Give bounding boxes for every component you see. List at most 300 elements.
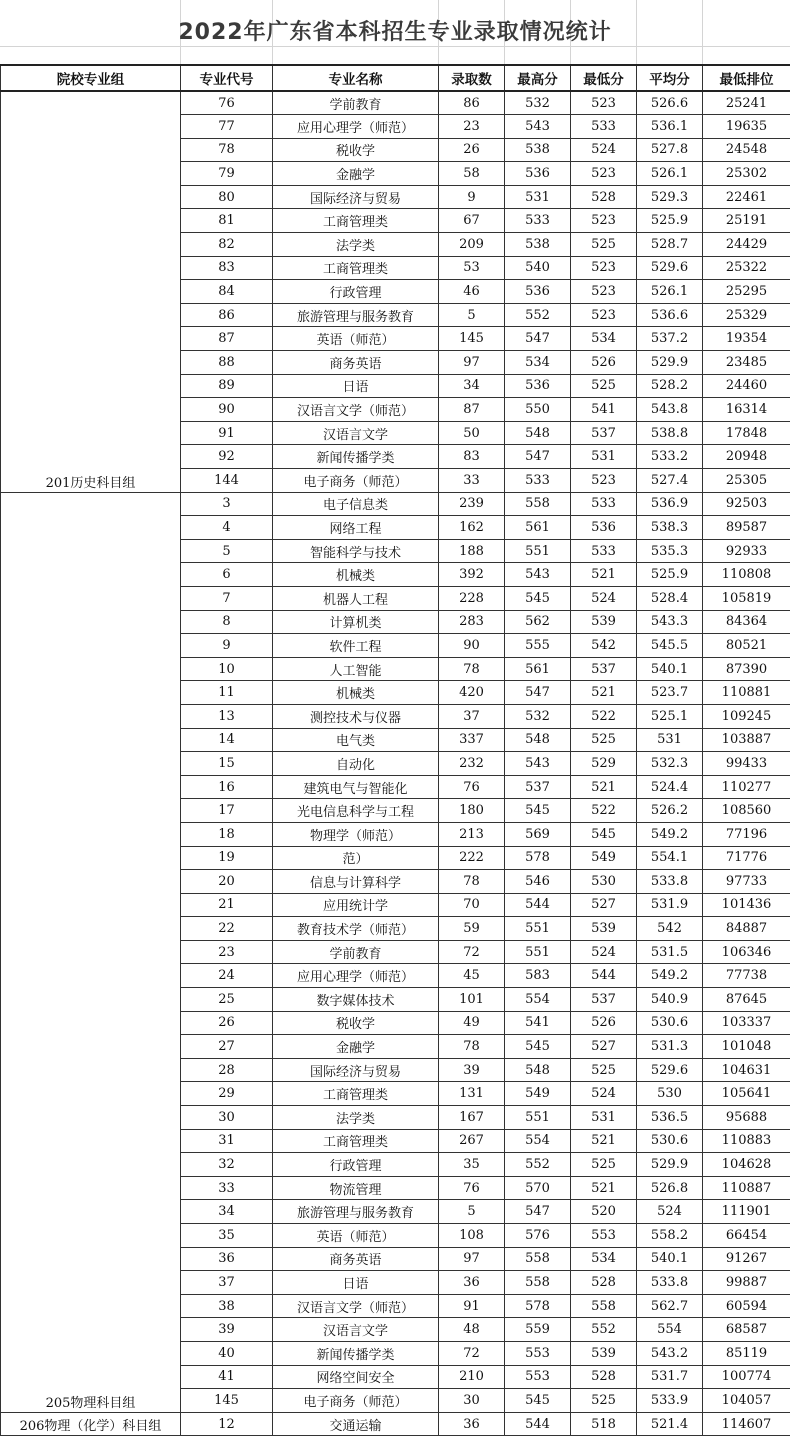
column-header-admitted: 录取数 — [439, 65, 505, 91]
max-score-cell: 534 — [505, 351, 571, 375]
major-code-cell: 145 — [181, 1389, 273, 1413]
major-name-cell: 旅游管理与服务教育 — [273, 1200, 439, 1224]
max-score-cell: 553 — [505, 1365, 571, 1389]
major-code-cell: 11 — [181, 681, 273, 705]
major-code-cell: 36 — [181, 1247, 273, 1271]
avg-score-cell: 543.2 — [637, 1341, 703, 1365]
major-name-cell: 工商管理类 — [273, 256, 439, 280]
min-rank-cell: 92503 — [703, 492, 790, 516]
major-code-cell: 27 — [181, 1035, 273, 1059]
admitted-count-cell: 58 — [439, 162, 505, 186]
major-name-cell: 应用心理学（师范） — [273, 964, 439, 988]
admitted-count-cell: 108 — [439, 1224, 505, 1248]
admitted-count-cell: 86 — [439, 91, 505, 115]
avg-score-cell: 529.3 — [637, 185, 703, 209]
min-rank-cell: 97733 — [703, 870, 790, 894]
admitted-count-cell: 5 — [439, 1200, 505, 1224]
min-rank-cell: 84887 — [703, 917, 790, 941]
major-name-cell: 新闻传播学类 — [273, 1341, 439, 1365]
admitted-count-cell: 49 — [439, 1011, 505, 1035]
max-score-cell: 544 — [505, 893, 571, 917]
avg-score-cell: 521.4 — [637, 1412, 703, 1436]
max-score-cell: 540 — [505, 256, 571, 280]
max-score-cell: 543 — [505, 563, 571, 587]
max-score-cell: 538 — [505, 138, 571, 162]
min-rank-cell: 25191 — [703, 209, 790, 233]
max-score-cell: 578 — [505, 1294, 571, 1318]
avg-score-cell: 536.6 — [637, 303, 703, 327]
avg-score-cell: 530.6 — [637, 1011, 703, 1035]
admitted-count-cell: 267 — [439, 1129, 505, 1153]
min-rank-cell: 19635 — [703, 115, 790, 139]
major-code-cell: 39 — [181, 1318, 273, 1342]
admitted-count-cell: 209 — [439, 233, 505, 257]
min-score-cell: 524 — [571, 940, 637, 964]
min-rank-cell: 16314 — [703, 398, 790, 422]
max-score-cell: 570 — [505, 1176, 571, 1200]
admitted-count-cell: 78 — [439, 1035, 505, 1059]
admitted-count-cell: 97 — [439, 1247, 505, 1271]
admitted-count-cell: 97 — [439, 351, 505, 375]
min-score-cell: 541 — [571, 398, 637, 422]
min-score-cell: 527 — [571, 893, 637, 917]
max-score-cell: 578 — [505, 846, 571, 870]
avg-score-cell: 530 — [637, 1082, 703, 1106]
admitted-count-cell: 180 — [439, 799, 505, 823]
max-score-cell: 536 — [505, 280, 571, 304]
major-name-cell: 税收学 — [273, 1011, 439, 1035]
min-score-cell: 531 — [571, 1106, 637, 1130]
major-code-cell: 9 — [181, 634, 273, 658]
major-code-cell: 35 — [181, 1224, 273, 1248]
admitted-count-cell: 36 — [439, 1271, 505, 1295]
max-score-cell: 552 — [505, 303, 571, 327]
min-score-cell: 537 — [571, 988, 637, 1012]
min-score-cell: 521 — [571, 1176, 637, 1200]
major-code-cell: 84 — [181, 280, 273, 304]
min-rank-cell: 19354 — [703, 327, 790, 351]
admitted-count-cell: 76 — [439, 1176, 505, 1200]
min-score-cell: 545 — [571, 822, 637, 846]
min-rank-cell: 104057 — [703, 1389, 790, 1413]
avg-score-cell: 533.9 — [637, 1389, 703, 1413]
admitted-count-cell: 78 — [439, 870, 505, 894]
major-name-cell: 电子信息类 — [273, 492, 439, 516]
min-score-cell: 526 — [571, 1011, 637, 1035]
admitted-count-cell: 222 — [439, 846, 505, 870]
min-score-cell: 528 — [571, 1271, 637, 1295]
min-rank-cell: 84364 — [703, 610, 790, 634]
admitted-count-cell: 90 — [439, 634, 505, 658]
min-score-cell: 531 — [571, 445, 637, 469]
min-score-cell: 522 — [571, 799, 637, 823]
admitted-count-cell: 53 — [439, 256, 505, 280]
min-score-cell: 533 — [571, 492, 637, 516]
max-score-cell: 559 — [505, 1318, 571, 1342]
avg-score-cell: 536.1 — [637, 115, 703, 139]
min-score-cell: 539 — [571, 917, 637, 941]
max-score-cell: 548 — [505, 421, 571, 445]
max-score-cell: 569 — [505, 822, 571, 846]
avg-score-cell: 526.1 — [637, 162, 703, 186]
min-score-cell: 520 — [571, 1200, 637, 1224]
column-header-avg-score: 平均分 — [637, 65, 703, 91]
major-code-cell: 13 — [181, 704, 273, 728]
max-score-cell: 533 — [505, 469, 571, 493]
min-score-cell: 533 — [571, 539, 637, 563]
min-rank-cell: 22461 — [703, 185, 790, 209]
min-score-cell: 522 — [571, 704, 637, 728]
avg-score-cell: 540.1 — [637, 1247, 703, 1271]
major-name-cell: 商务英语 — [273, 1247, 439, 1271]
avg-score-cell: 538.8 — [637, 421, 703, 445]
major-name-cell: 机械类 — [273, 563, 439, 587]
min-score-cell: 523 — [571, 256, 637, 280]
max-score-cell: 547 — [505, 445, 571, 469]
admitted-count-cell: 30 — [439, 1389, 505, 1413]
major-code-cell: 34 — [181, 1200, 273, 1224]
max-score-cell: 536 — [505, 162, 571, 186]
major-code-cell: 87 — [181, 327, 273, 351]
min-score-cell: 552 — [571, 1318, 637, 1342]
min-score-cell: 537 — [571, 657, 637, 681]
major-code-cell: 37 — [181, 1271, 273, 1295]
admitted-count-cell: 26 — [439, 138, 505, 162]
major-name-cell: 光电信息科学与工程 — [273, 799, 439, 823]
major-name-cell: 物理学（师范） — [273, 822, 439, 846]
major-name-cell: 金融学 — [273, 162, 439, 186]
admitted-count-cell: 46 — [439, 280, 505, 304]
min-score-cell: 542 — [571, 634, 637, 658]
min-score-cell: 528 — [571, 1365, 637, 1389]
min-score-cell: 537 — [571, 421, 637, 445]
avg-score-cell: 523.7 — [637, 681, 703, 705]
admitted-count-cell: 337 — [439, 728, 505, 752]
major-name-cell: 自动化 — [273, 752, 439, 776]
avg-score-cell: 533.8 — [637, 1271, 703, 1295]
min-rank-cell: 99433 — [703, 752, 790, 776]
major-code-cell: 92 — [181, 445, 273, 469]
max-score-cell: 536 — [505, 374, 571, 398]
major-code-cell: 33 — [181, 1176, 273, 1200]
max-score-cell: 548 — [505, 1058, 571, 1082]
avg-score-cell: 536.9 — [637, 492, 703, 516]
major-name-cell: 国际经济与贸易 — [273, 185, 439, 209]
min-rank-cell: 103337 — [703, 1011, 790, 1035]
avg-score-cell: 529.6 — [637, 1058, 703, 1082]
min-score-cell: 539 — [571, 1341, 637, 1365]
max-score-cell: 545 — [505, 1389, 571, 1413]
min-rank-cell: 101048 — [703, 1035, 790, 1059]
min-rank-cell: 66454 — [703, 1224, 790, 1248]
major-code-cell: 15 — [181, 752, 273, 776]
min-score-cell: 521 — [571, 775, 637, 799]
admitted-count-cell: 72 — [439, 940, 505, 964]
major-code-cell: 10 — [181, 657, 273, 681]
max-score-cell: 549 — [505, 1082, 571, 1106]
min-rank-cell: 92933 — [703, 539, 790, 563]
major-name-cell: 日语 — [273, 1271, 439, 1295]
column-header-major: 专业名称 — [273, 65, 439, 91]
major-code-cell: 21 — [181, 893, 273, 917]
min-rank-cell: 110277 — [703, 775, 790, 799]
admitted-count-cell: 145 — [439, 327, 505, 351]
min-rank-cell: 68587 — [703, 1318, 790, 1342]
max-score-cell: 558 — [505, 1247, 571, 1271]
min-rank-cell: 23485 — [703, 351, 790, 375]
avg-score-cell: 530.6 — [637, 1129, 703, 1153]
min-rank-cell: 104628 — [703, 1153, 790, 1177]
min-score-cell: 523 — [571, 469, 637, 493]
major-code-cell: 5 — [181, 539, 273, 563]
major-code-cell: 7 — [181, 586, 273, 610]
min-score-cell: 525 — [571, 1389, 637, 1413]
avg-score-cell: 545.5 — [637, 634, 703, 658]
avg-score-cell: 542 — [637, 917, 703, 941]
table-row — [1, 91, 790, 115]
min-score-cell: 518 — [571, 1412, 637, 1436]
min-score-cell: 523 — [571, 91, 637, 115]
min-rank-cell: 17848 — [703, 421, 790, 445]
min-rank-cell: 108560 — [703, 799, 790, 823]
avg-score-cell: 525.9 — [637, 563, 703, 587]
min-score-cell: 521 — [571, 681, 637, 705]
major-name-cell: 人工智能 — [273, 657, 439, 681]
major-code-cell: 14 — [181, 728, 273, 752]
min-rank-cell: 110887 — [703, 1176, 790, 1200]
major-code-cell: 88 — [181, 351, 273, 375]
major-code-cell: 31 — [181, 1129, 273, 1153]
max-score-cell: 532 — [505, 91, 571, 115]
major-name-cell: 行政管理 — [273, 280, 439, 304]
major-name-cell: 税收学 — [273, 138, 439, 162]
admitted-count-cell: 210 — [439, 1365, 505, 1389]
min-rank-cell: 106346 — [703, 940, 790, 964]
major-name-cell: 网络工程 — [273, 516, 439, 540]
avg-score-cell: 558.2 — [637, 1224, 703, 1248]
min-rank-cell: 105819 — [703, 586, 790, 610]
min-rank-cell: 95688 — [703, 1106, 790, 1130]
min-rank-cell: 110883 — [703, 1129, 790, 1153]
min-score-cell: 521 — [571, 1129, 637, 1153]
major-name-cell: 电子商务（师范） — [273, 469, 439, 493]
major-code-cell: 81 — [181, 209, 273, 233]
min-score-cell: 544 — [571, 964, 637, 988]
avg-score-cell: 533.8 — [637, 870, 703, 894]
avg-score-cell: 549.2 — [637, 822, 703, 846]
admitted-count-cell: 167 — [439, 1106, 505, 1130]
avg-score-cell: 527.8 — [637, 138, 703, 162]
avg-score-cell: 529.9 — [637, 1153, 703, 1177]
major-code-cell: 41 — [181, 1365, 273, 1389]
avg-score-cell: 531.9 — [637, 893, 703, 917]
max-score-cell: 583 — [505, 964, 571, 988]
major-name-cell: 测控技术与仪器 — [273, 704, 439, 728]
major-code-cell: 80 — [181, 185, 273, 209]
min-score-cell: 549 — [571, 846, 637, 870]
major-code-cell: 86 — [181, 303, 273, 327]
major-name-cell: 机械类 — [273, 681, 439, 705]
admitted-count-cell: 39 — [439, 1058, 505, 1082]
min-score-cell: 525 — [571, 1153, 637, 1177]
major-code-cell: 32 — [181, 1153, 273, 1177]
avg-score-cell: 524 — [637, 1200, 703, 1224]
avg-score-cell: 529.9 — [637, 351, 703, 375]
major-name-cell: 应用统计学 — [273, 893, 439, 917]
major-code-cell: 12 — [181, 1412, 273, 1436]
min-score-cell: 553 — [571, 1224, 637, 1248]
max-score-cell: 576 — [505, 1224, 571, 1248]
major-name-cell: 日语 — [273, 374, 439, 398]
admitted-count-cell: 78 — [439, 657, 505, 681]
min-score-cell: 523 — [571, 280, 637, 304]
admitted-count-cell: 5 — [439, 303, 505, 327]
group-cell: 205物理科目组 — [1, 492, 181, 1412]
column-header-min-rank: 最低排位 — [703, 65, 790, 91]
avg-score-cell: 532.3 — [637, 752, 703, 776]
max-score-cell: 561 — [505, 657, 571, 681]
admitted-count-cell: 48 — [439, 1318, 505, 1342]
min-score-cell: 524 — [571, 586, 637, 610]
min-rank-cell: 25305 — [703, 469, 790, 493]
major-code-cell: 6 — [181, 563, 273, 587]
min-score-cell: 534 — [571, 1247, 637, 1271]
min-rank-cell: 80521 — [703, 634, 790, 658]
admitted-count-cell: 91 — [439, 1294, 505, 1318]
major-name-cell: 汉语言文学（师范） — [273, 398, 439, 422]
min-rank-cell: 24429 — [703, 233, 790, 257]
avg-score-cell: 526.2 — [637, 799, 703, 823]
major-name-cell: 汉语言文学 — [273, 1318, 439, 1342]
avg-score-cell: 528.4 — [637, 586, 703, 610]
min-score-cell: 527 — [571, 1035, 637, 1059]
admitted-count-cell: 213 — [439, 822, 505, 846]
admitted-count-cell: 283 — [439, 610, 505, 634]
major-name-cell: 行政管理 — [273, 1153, 439, 1177]
max-score-cell: 547 — [505, 1200, 571, 1224]
min-rank-cell: 101436 — [703, 893, 790, 917]
admitted-count-cell: 23 — [439, 115, 505, 139]
avg-score-cell: 535.3 — [637, 539, 703, 563]
max-score-cell: 543 — [505, 115, 571, 139]
major-name-cell: 电气类 — [273, 728, 439, 752]
max-score-cell: 553 — [505, 1341, 571, 1365]
min-rank-cell: 104631 — [703, 1058, 790, 1082]
major-name-cell: 工商管理类 — [273, 1129, 439, 1153]
major-code-cell: 78 — [181, 138, 273, 162]
major-name-cell: 教育技术学（师范） — [273, 917, 439, 941]
admitted-count-cell: 420 — [439, 681, 505, 705]
max-score-cell: 547 — [505, 681, 571, 705]
major-code-cell: 38 — [181, 1294, 273, 1318]
min-rank-cell: 85119 — [703, 1341, 790, 1365]
avg-score-cell: 524.4 — [637, 775, 703, 799]
max-score-cell: 551 — [505, 1106, 571, 1130]
major-code-cell: 23 — [181, 940, 273, 964]
min-score-cell: 523 — [571, 209, 637, 233]
column-header-min-score: 最低分 — [571, 65, 637, 91]
min-score-cell: 524 — [571, 1082, 637, 1106]
major-code-cell: 24 — [181, 964, 273, 988]
min-rank-cell: 71776 — [703, 846, 790, 870]
admitted-count-cell: 232 — [439, 752, 505, 776]
admitted-count-cell: 70 — [439, 893, 505, 917]
major-code-cell: 25 — [181, 988, 273, 1012]
max-score-cell: 548 — [505, 728, 571, 752]
avg-score-cell: 527.4 — [637, 469, 703, 493]
major-code-cell: 3 — [181, 492, 273, 516]
max-score-cell: 552 — [505, 1153, 571, 1177]
admitted-count-cell: 45 — [439, 964, 505, 988]
min-rank-cell: 110881 — [703, 681, 790, 705]
table-row — [1, 492, 790, 516]
max-score-cell: 541 — [505, 1011, 571, 1035]
min-rank-cell: 24460 — [703, 374, 790, 398]
major-name-cell: 信息与计算科学 — [273, 870, 439, 894]
min-rank-cell: 87390 — [703, 657, 790, 681]
min-score-cell: 533 — [571, 115, 637, 139]
major-code-cell: 4 — [181, 516, 273, 540]
avg-score-cell: 538.3 — [637, 516, 703, 540]
admitted-count-cell: 36 — [439, 1412, 505, 1436]
min-score-cell: 525 — [571, 233, 637, 257]
major-name-cell: 法学类 — [273, 1106, 439, 1130]
major-code-cell: 40 — [181, 1341, 273, 1365]
min-rank-cell: 77738 — [703, 964, 790, 988]
major-code-cell: 82 — [181, 233, 273, 257]
min-rank-cell: 20948 — [703, 445, 790, 469]
major-name-cell: 电子商务（师范） — [273, 1389, 439, 1413]
min-score-cell: 536 — [571, 516, 637, 540]
avg-score-cell: 528.2 — [637, 374, 703, 398]
max-score-cell: 562 — [505, 610, 571, 634]
admitted-count-cell: 228 — [439, 586, 505, 610]
max-score-cell: 545 — [505, 586, 571, 610]
major-name-cell: 机器人工程 — [273, 586, 439, 610]
max-score-cell: 554 — [505, 1129, 571, 1153]
major-code-cell: 144 — [181, 469, 273, 493]
admitted-count-cell: 76 — [439, 775, 505, 799]
major-name-cell: 汉语言文学 — [273, 421, 439, 445]
min-rank-cell: 60594 — [703, 1294, 790, 1318]
column-header-group: 院校专业组 — [1, 65, 181, 91]
max-score-cell: 547 — [505, 327, 571, 351]
min-rank-cell: 110808 — [703, 563, 790, 587]
admitted-count-cell: 50 — [439, 421, 505, 445]
max-score-cell: 543 — [505, 752, 571, 776]
avg-score-cell: 526.8 — [637, 1176, 703, 1200]
major-name-cell: 汉语言文学（师范） — [273, 1294, 439, 1318]
min-rank-cell: 103887 — [703, 728, 790, 752]
major-code-cell: 30 — [181, 1106, 273, 1130]
major-name-cell: 数字媒体技术 — [273, 988, 439, 1012]
avg-score-cell: 543.8 — [637, 398, 703, 422]
max-score-cell: 546 — [505, 870, 571, 894]
max-score-cell: 545 — [505, 1035, 571, 1059]
major-name-cell: 新闻传播学类 — [273, 445, 439, 469]
major-code-cell: 22 — [181, 917, 273, 941]
min-score-cell: 521 — [571, 563, 637, 587]
avg-score-cell: 531.5 — [637, 940, 703, 964]
max-score-cell: 532 — [505, 704, 571, 728]
min-rank-cell: 89587 — [703, 516, 790, 540]
admitted-count-cell: 67 — [439, 209, 505, 233]
table-row — [1, 1412, 790, 1436]
admitted-count-cell: 188 — [439, 539, 505, 563]
avg-score-cell: 531 — [637, 728, 703, 752]
min-rank-cell: 25241 — [703, 91, 790, 115]
major-name-cell: 工商管理类 — [273, 209, 439, 233]
